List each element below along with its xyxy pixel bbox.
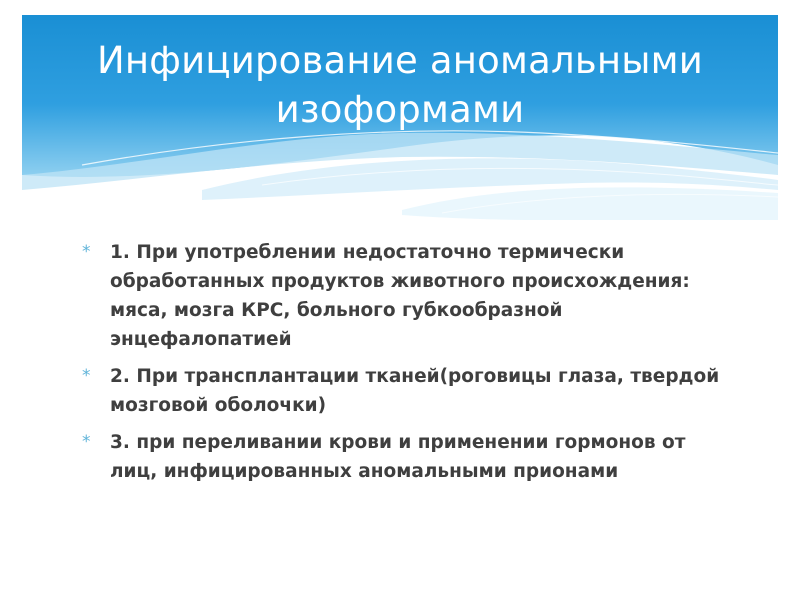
bullet-asterisk-icon: * — [82, 242, 91, 262]
bullet-item-3 — [80, 428, 720, 486]
bullet-text: 3. при переливании крови и применении гормонов от лиц, инфицированных аномальными прионами — [110, 432, 686, 482]
bullet-item-1 — [80, 238, 720, 354]
bullet-text: 2. При трансплантации тканей(роговицы глаза, твердой мозговой оболочки) — [110, 366, 720, 416]
slide-title: Инфицирование аномальными изоформами — [96, 39, 704, 131]
bullet-item-2 — [80, 362, 720, 420]
bullet-text: 1. При употреблении недостаточно термически обработанных продуктов животного происхождения: мяса, мозга КРС, больного губкообразной энцефалопатией — [110, 242, 690, 350]
bullet-asterisk-icon: * — [82, 432, 91, 452]
bullet-asterisk-icon: * — [82, 366, 91, 386]
bullet-list — [80, 238, 720, 494]
